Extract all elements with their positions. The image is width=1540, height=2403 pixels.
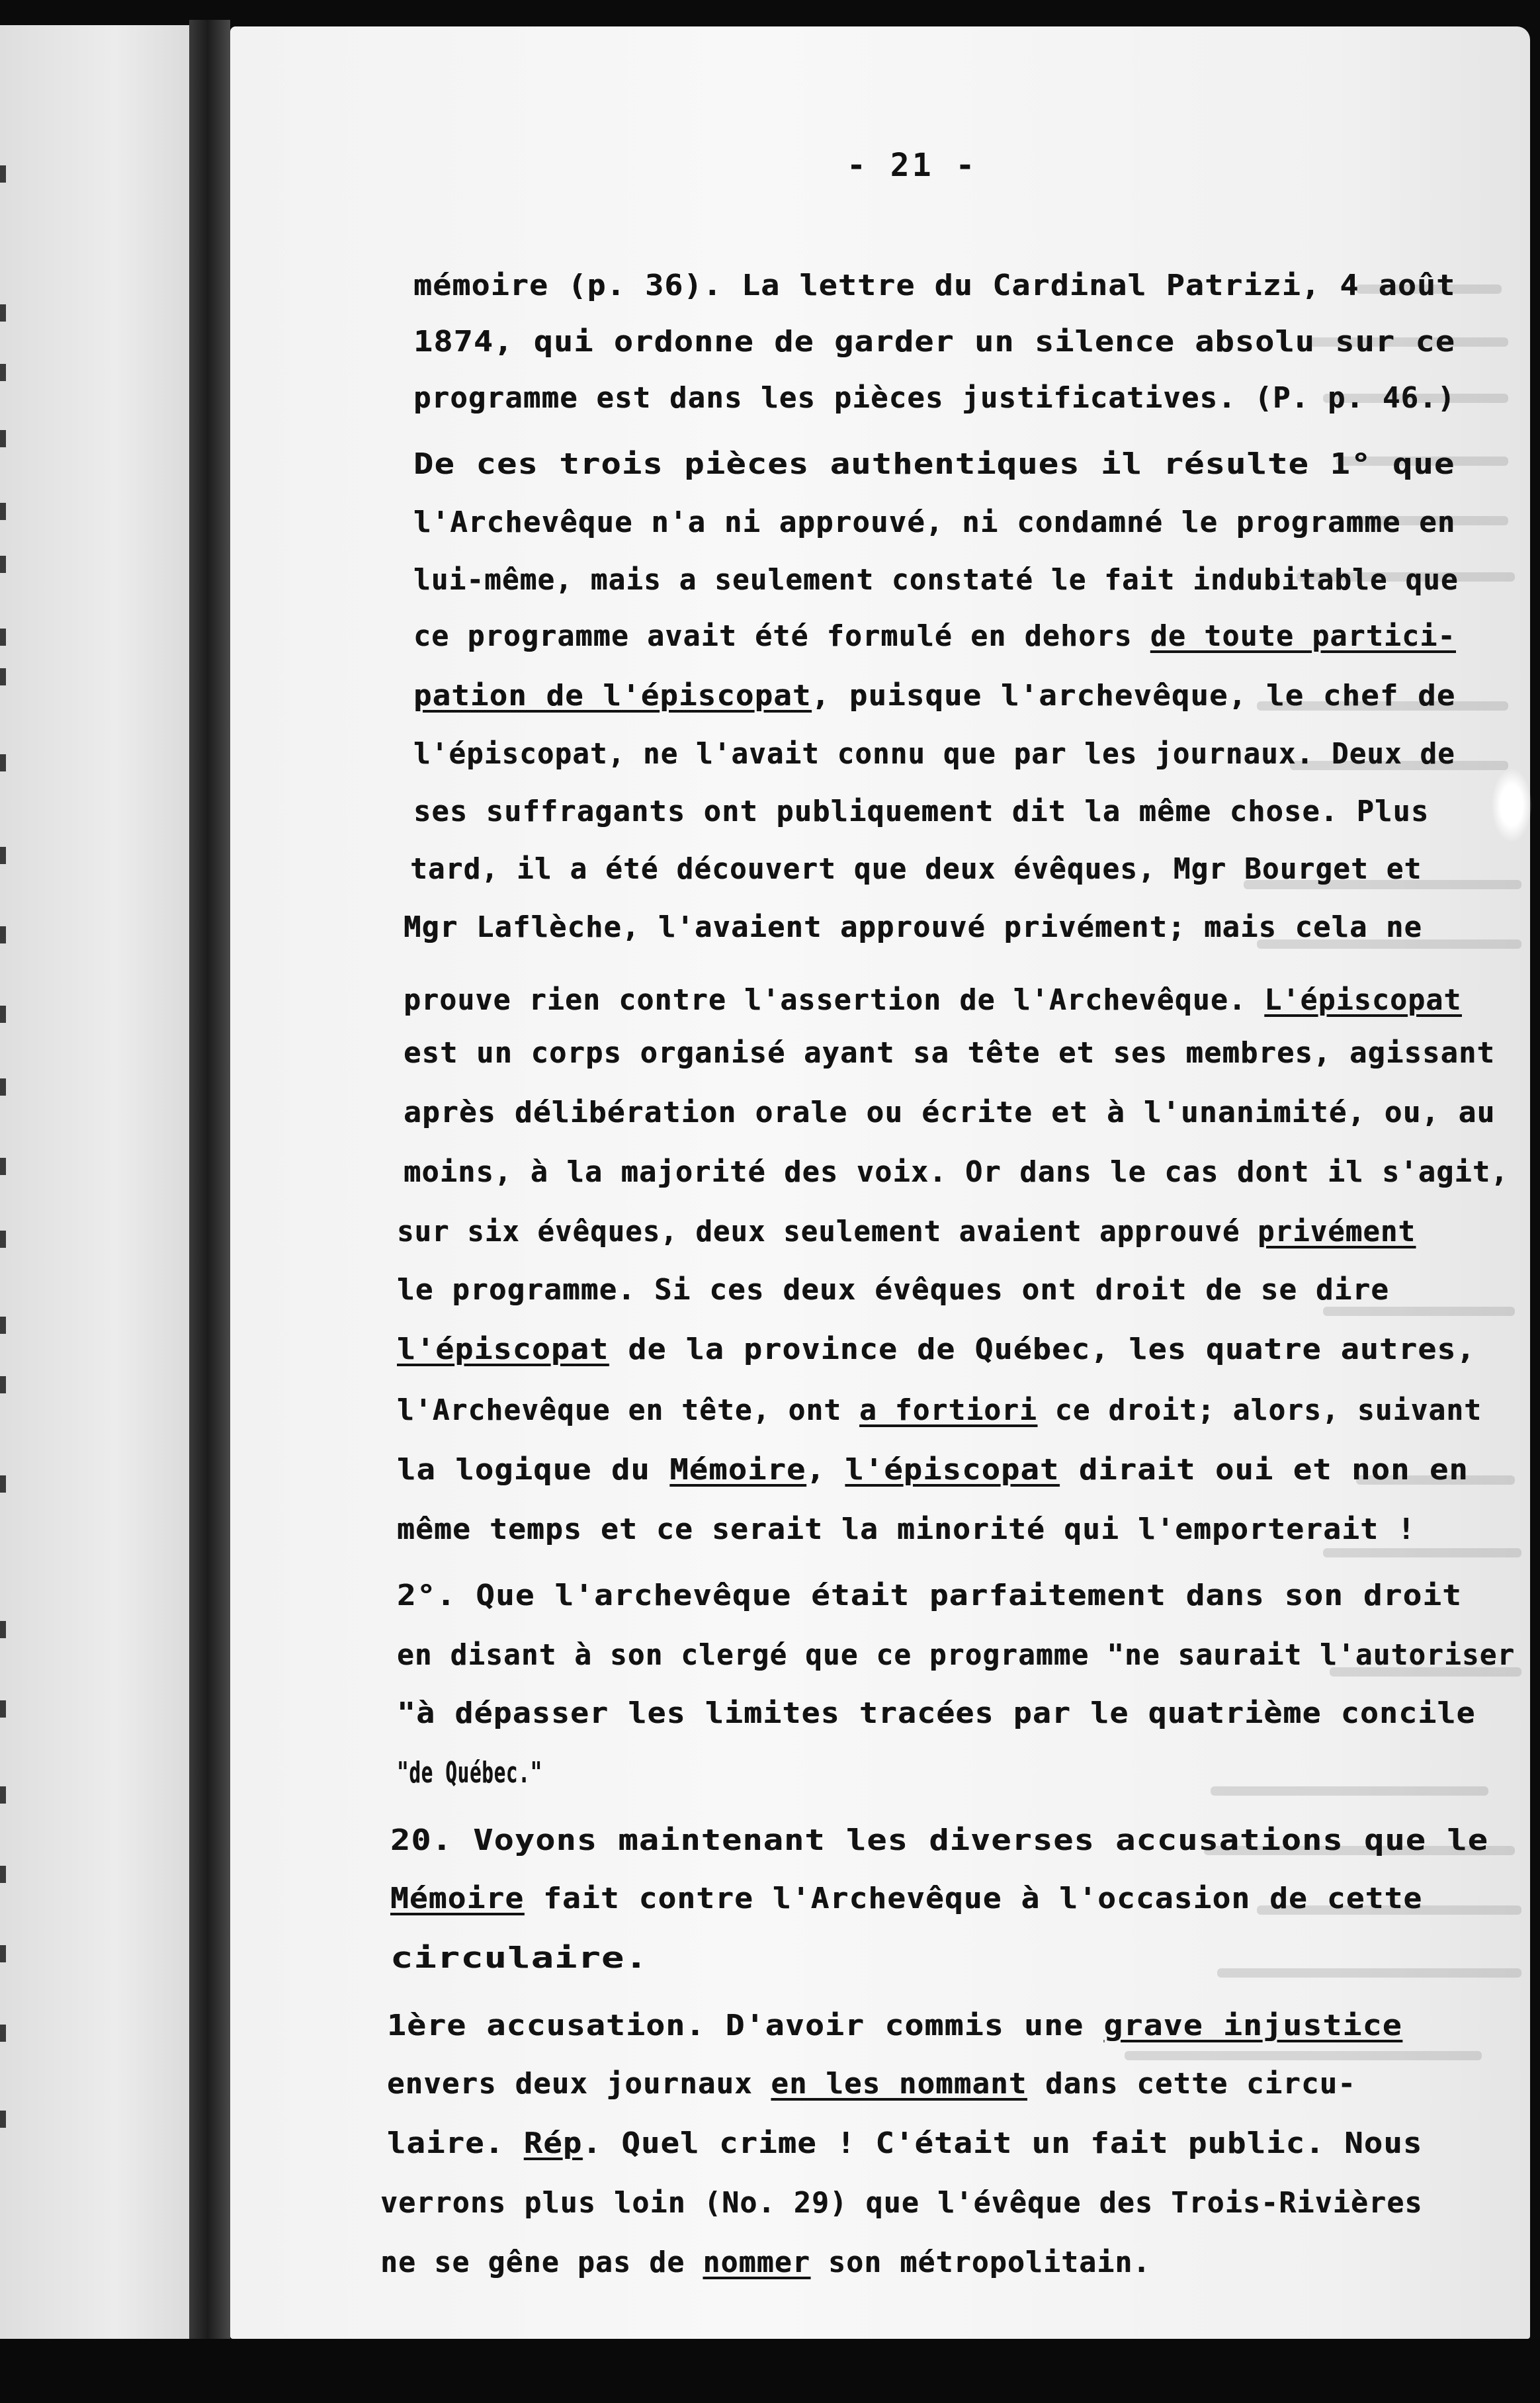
underlined-text: Mémoire — [390, 1882, 525, 1915]
margin-tick — [0, 629, 6, 646]
margin-tick — [0, 1621, 6, 1638]
margin-tick — [0, 430, 6, 447]
text-run: prouve rien contre l'assertion de l'Archevêque. — [404, 983, 1265, 1017]
text-run: . Quel crime ! C'était un fait public. Nous — [582, 2126, 1423, 2160]
text-line — [390, 1884, 1422, 1913]
text-line — [397, 1756, 542, 1790]
left-facing-page — [0, 25, 210, 2341]
margin-tick — [0, 1231, 6, 1248]
text-run: 1874, qui ordonne de garder un silence absolu sur ce — [413, 325, 1456, 359]
text-line — [410, 852, 1422, 886]
underlined-text: a fortiori — [859, 1393, 1037, 1427]
text-run: 2°. Que l'archevêque était parfaitement dans son droit — [397, 1579, 1462, 1612]
text-line — [413, 681, 1455, 711]
text-run: l'épiscopat, ne l'avait connu que par les journaux. Deux de — [413, 737, 1455, 771]
margin-tick — [0, 1475, 6, 1493]
text-run: "à dépasser les limites tracées par le quatrième concile — [397, 1696, 1476, 1730]
margin-tick — [0, 1376, 6, 1393]
text-run: son métropolitain. — [810, 2246, 1151, 2279]
margin-tick — [0, 503, 6, 520]
text-line — [413, 271, 1455, 300]
margin-tick — [0, 304, 6, 322]
show-through-mark — [1217, 1968, 1521, 1978]
text-run: laire. — [387, 2126, 524, 2160]
margin-tick — [0, 847, 6, 864]
text-run: verrons plus loin (No. 29) que l'évêque des Trois-Rivières — [380, 2186, 1423, 2220]
text-run: la logique du — [397, 1453, 670, 1487]
text-line — [380, 2248, 1151, 2277]
text-line — [387, 2126, 1423, 2160]
paper-smudge — [1492, 769, 1531, 842]
underlined-text: l'épiscopat — [397, 1333, 609, 1366]
text-run: "de Québec." — [397, 1756, 542, 1790]
text-run: 20. Voyons maintenant les diverses accusations que le — [390, 1823, 1489, 1857]
margin-tick — [0, 1786, 6, 1804]
text-run: ne se gêne pas de — [380, 2246, 703, 2279]
text-run: dans cette circu- — [1027, 2067, 1356, 2101]
text-line — [397, 1453, 1469, 1487]
text-run: mémoire (p. 36). La lettre du Cardinal Patrizi, 4 août — [413, 269, 1456, 302]
margin-tick — [0, 364, 6, 381]
text-line — [413, 797, 1429, 826]
text-run: même temps et ce serait la minorité qui l'emporterait ! — [397, 1512, 1416, 1546]
text-run: ce droit; alors, suivant — [1037, 1393, 1482, 1427]
text-line — [390, 1823, 1489, 1857]
text-run: fait contre l'Archevêque à l'occasion de cette — [524, 1882, 1423, 1915]
margin-tick — [0, 1945, 6, 1962]
underlined-text: Rép — [523, 2126, 583, 2160]
text-run: ses suffragants ont publiquement dit la même chose. Plus — [413, 795, 1430, 828]
text-line — [404, 1155, 1509, 1189]
text-line — [397, 1581, 1462, 1610]
text-run: l'Archevêque n'a ni approuvé, ni condamné le programme en — [413, 505, 1456, 539]
text-line — [413, 325, 1456, 359]
book-spine — [189, 20, 230, 2355]
margin-tick — [0, 1158, 6, 1175]
text-line — [397, 1273, 1390, 1307]
underlined-text: L'épiscopat — [1264, 983, 1462, 1017]
text-line — [413, 619, 1456, 653]
show-through-mark — [1323, 1307, 1515, 1316]
margin-tick — [0, 1317, 6, 1334]
text-line — [404, 1036, 1495, 1070]
text-run: , — [806, 1453, 845, 1487]
text-line — [413, 563, 1459, 597]
text-run: envers deux journaux — [387, 2067, 771, 2101]
text-line — [380, 2186, 1423, 2220]
text-run: Mgr Laflèche, l'avaient approuvé privément; mais cela ne — [404, 910, 1422, 944]
underlined-text: en les nommant — [771, 2067, 1027, 2101]
text-run: tard, il a été découvert que deux évêques, Mgr Bourget et — [410, 852, 1422, 886]
margin-tick — [0, 165, 6, 183]
underlined-text: l'épiscopat — [845, 1453, 1060, 1487]
margin-tick — [0, 926, 6, 943]
text-run: De ces trois pièces authentiques il résulte 1° que — [413, 447, 1455, 481]
text-run: après délibération orale ou écrite et à l'unanimité, ou, au — [404, 1096, 1496, 1129]
text-run: 1ère accusation. D'avoir commis une — [387, 2009, 1104, 2042]
text-run: de la province de Québec, les quatre autres, — [609, 1333, 1476, 1366]
underlined-text: nommer — [703, 2246, 810, 2279]
page-number: - 21 - — [847, 147, 978, 184]
margin-tick — [0, 754, 6, 771]
text-line — [397, 1393, 1482, 1427]
text-run: en disant à son clergé que ce programme "ne saurait l'autoriser — [397, 1638, 1516, 1672]
text-line — [397, 1335, 1476, 1364]
margin-tick — [0, 1866, 6, 1883]
margin-tick — [0, 1078, 6, 1096]
text-line — [397, 1696, 1476, 1730]
text-line — [413, 737, 1455, 771]
scan-bottom-border — [0, 2339, 1540, 2403]
text-line — [390, 1941, 648, 1975]
margin-tick — [0, 2025, 6, 2042]
show-through-mark — [1323, 1548, 1521, 1557]
underlined-text: grave injustice — [1103, 2009, 1402, 2042]
text-run: ce programme avait été formulé en dehors — [413, 619, 1150, 653]
underlined-text: Mémoire — [669, 1453, 806, 1487]
text-run: , puisque l'archevêque, le chef de — [811, 679, 1456, 713]
text-line — [387, 2067, 1356, 2101]
text-run: dirait oui et non en — [1059, 1453, 1469, 1487]
text-run: est un corps organisé ayant sa tête et ses membres, agissant — [404, 1036, 1495, 1070]
show-through-mark — [1211, 1786, 1488, 1796]
text-line — [397, 1512, 1416, 1546]
text-line — [404, 910, 1422, 944]
text-run: l'Archevêque en tête, ont — [397, 1393, 860, 1427]
margin-tick — [0, 668, 6, 685]
text-run: le programme. Si ces deux évêques ont droit de se dire — [397, 1273, 1390, 1307]
show-through-mark — [1125, 2051, 1482, 2060]
text-run: moins, à la majorité des voix. Or dans le cas dont il s'agit, — [404, 1155, 1509, 1189]
text-line — [397, 1217, 1416, 1246]
text-line — [404, 983, 1462, 1017]
text-line — [404, 1098, 1495, 1127]
text-run: circulaire. — [390, 1941, 648, 1975]
margin-tick — [0, 2111, 6, 2128]
text-line — [413, 505, 1456, 539]
underlined-text: de toute partici- — [1150, 619, 1456, 653]
text-run: programme est dans les pièces justificatives. (P. p. 46.) — [413, 381, 1456, 415]
margin-tick — [0, 1006, 6, 1023]
text-line — [387, 2011, 1402, 2040]
text-run: sur six évêques, deux seulement avaient approuvé — [397, 1215, 1258, 1248]
text-line — [397, 1638, 1516, 1672]
underlined-text: pation de l'épiscopat — [413, 679, 812, 713]
text-line — [413, 447, 1455, 481]
text-run: lui-même, mais a seulement constaté le fait indubitable que — [413, 563, 1459, 597]
margin-tick — [0, 1700, 6, 1718]
text-line — [413, 381, 1456, 415]
margin-tick — [0, 556, 6, 573]
underlined-text: privément — [1258, 1215, 1416, 1248]
